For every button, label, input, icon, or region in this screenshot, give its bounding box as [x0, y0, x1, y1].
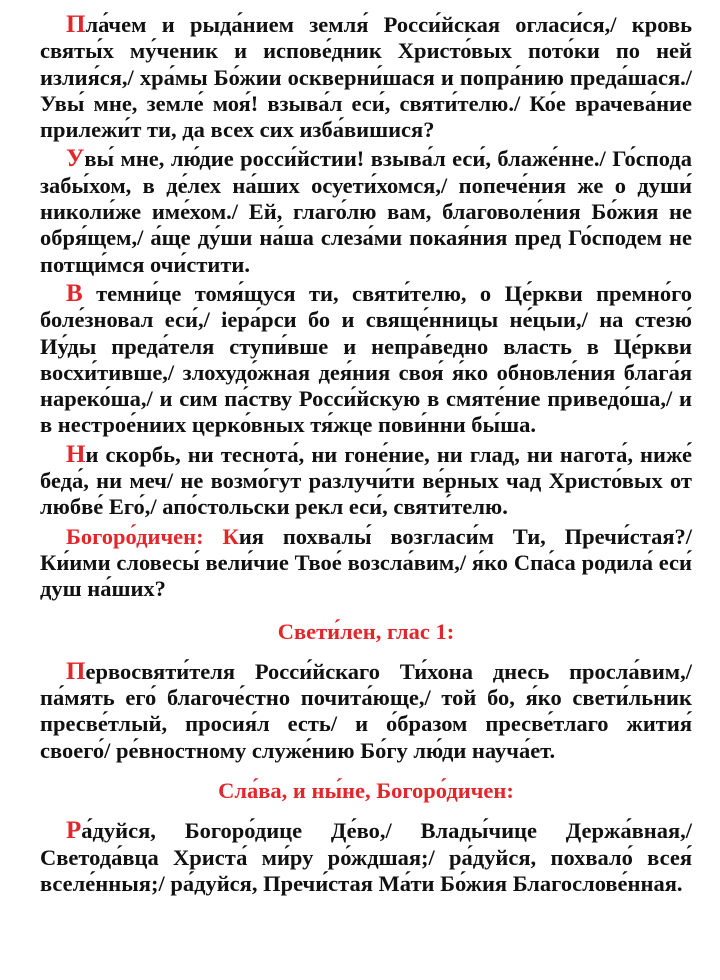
theotokion-label: Богоро́дичен: — [66, 523, 204, 549]
theotokion-text: ия похвалы́ возгласи́м Ти, Пречи́стая?/ Ки́ими словесы́ вели́чие Твое́ возсла́вим,/ я́ко Спа́са родила́ еси́ душ на́ших? — [40, 523, 693, 602]
glory-text: а́дуйся, Богоро́дице Де́во,/ Влады́чице Держа́вная,/ Светода́вца Христа́ ми́ру ро́ждшая;/ ра́дуйся, похвало́ всея́ вселе́нныя;/ ра́дуйся, Пречи́стая Ма́ти Бо́жия Благослове́нная. — [40, 818, 692, 896]
exapostilarion-text: ервосвяти́теля Росси́йскаго Ти́хона днесь просла́вим,/ па́мять его́ благоче́стно почита́юще,/ той бо, я́ко свети́льник пресве́тлый, просия́л есть/ и о́бразом пресве́тлаго жития́ своего́/ ре́вностному служе́нию Бо́гу лю́ди науча́ет. — [40, 658, 692, 763]
exapostilarion — [40, 659, 692, 764]
sticheron-text: вы́ мне, лю́дие росси́йстии! взыва́л еси́, блаже́нне./ Го́спода забы́хом, в де́лех на́ших осуети́хомся,/ попече́ния же о души́ николи́же име́хом./ Ей, глаго́лю вам, благоволе́ния Бо́жия не обря́щем,/ а́ще ду́ши на́ша слеза́ми покая́ния пред Го́сподем не потщи́мся очи́стити. — [40, 146, 692, 277]
glory-heading: Сла́ва, и ны́не, Богоро́дичен: — [218, 778, 514, 804]
initial-letter: У — [66, 145, 85, 173]
initial-letter: К — [222, 523, 239, 549]
glory-theotokion — [40, 818, 692, 897]
initial-letter: В — [66, 279, 83, 307]
sticheron-3 — [40, 281, 692, 439]
initial-letter: П — [66, 11, 86, 38]
sticheron-2 — [40, 146, 692, 277]
exapostilarion-heading: Свети́лен, глас 1: — [277, 618, 455, 644]
sticheron-text: темни́це томя́щуся ти, святи́телю, о Це́ркви премно́го боле́зновал еси́,/ іера́рси бо и свяще́нницы не́цыи,/ на стезю́ Иу́ды преда́теля ступи́вше и непра́ведно власть в Це́ркви восхи́тивше,/ злохудо́жная дея́ния своя́ я́ко обновле́ния блага́я нареко́ша,/ и сим па́ству Росси́йскую в смяте́ние приведо́ша,/ и в нестрое́ниих церко́вных тя́жце пови́нни бы́ша. — [40, 280, 692, 438]
sticheron-1 — [40, 12, 692, 143]
initial-letter: П — [66, 657, 86, 685]
sticheron-text: и скорбь, ни теснота́, ни гоне́ние, ни глад, ни нагота́, ниже́ беда́, ни меч/ не возмо́гут разлучи́ти ве́рных чад Христо́вых от любве́ Его́,/ апо́стольски рекл еси́, святи́телю. — [40, 441, 692, 520]
sticheron-4 — [40, 442, 692, 521]
initial-letter: Н — [66, 440, 86, 468]
theotokion — [40, 524, 692, 603]
initial-letter: Р — [66, 817, 82, 845]
sticheron-text: ла́чем и рыда́нием земля́ Росси́йская огласи́ся,/ кровь святы́х му́ченик и испове́дник Христо́вых пото́ки по ней излия́ся,/ хра́мы Бо́жии оскверни́шася и попра́нию преда́шася./ Увы́ мне, земле́ моя́! взыва́л еси́, святи́телю./ Ко́е врачева́ние прилежи́т ти, да всех сих изба́вишися? — [40, 12, 692, 143]
